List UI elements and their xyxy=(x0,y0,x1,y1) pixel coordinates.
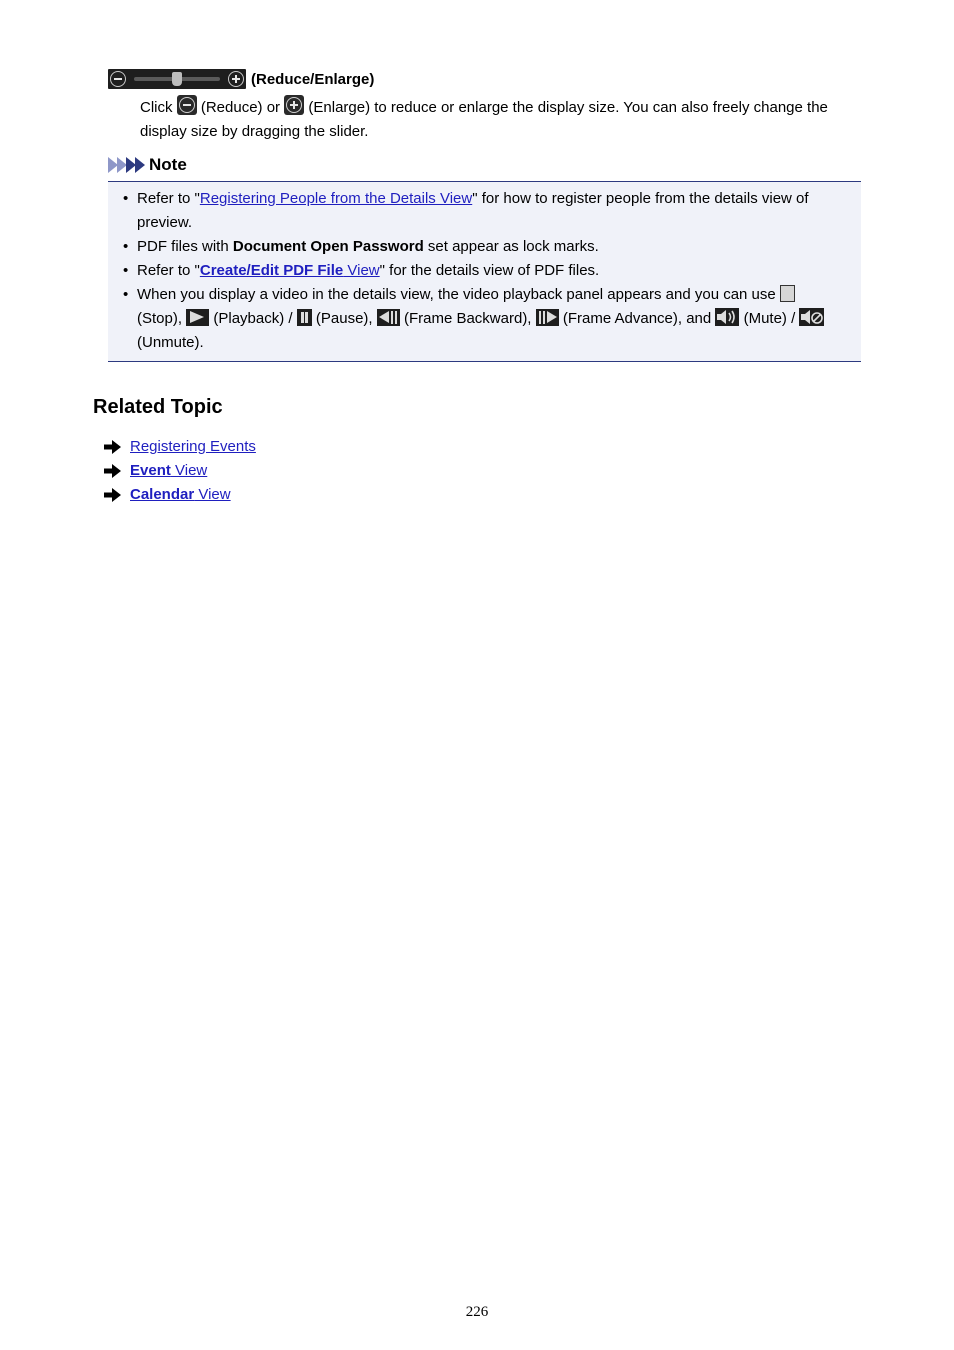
note-text: (Frame Backward), xyxy=(403,310,532,327)
registering-people-link[interactable]: Registering People from the Details View xyxy=(199,190,473,207)
note-text: " for the details view of PDF files. xyxy=(379,262,600,279)
reduce-circle-icon xyxy=(110,71,126,87)
note-item xyxy=(108,283,861,355)
note-list xyxy=(108,187,861,355)
note-item xyxy=(108,235,861,259)
stop-icon xyxy=(780,285,795,302)
link-bold-text: Create/Edit PDF File xyxy=(199,262,344,279)
note-item xyxy=(108,187,861,235)
event-view-link[interactable] xyxy=(130,459,207,483)
unmute-icon xyxy=(799,308,824,326)
document-open-password-text: Document Open Password xyxy=(232,238,424,255)
note-text: set appear as lock marks. xyxy=(423,238,599,255)
pause-icon xyxy=(297,309,312,326)
related-topic-list xyxy=(104,435,256,507)
link-text: View xyxy=(343,262,380,279)
note-heading xyxy=(108,155,187,175)
note-text: Refer to " xyxy=(137,190,200,207)
desc-text: (Reduce) or xyxy=(200,99,281,116)
arrow-right-icon xyxy=(104,488,121,502)
create-edit-pdf-link[interactable] xyxy=(200,262,380,279)
reduce-button-icon xyxy=(177,95,197,115)
page-number: 226 xyxy=(465,1304,489,1320)
note-text: (Unmute). xyxy=(137,334,204,351)
slider-thumb-icon xyxy=(172,72,182,86)
reduce-enlarge-heading xyxy=(108,68,374,90)
link-bold-text: Calendar xyxy=(130,486,195,503)
arrow-right-icon xyxy=(104,464,121,478)
frame-advance-icon xyxy=(536,309,559,326)
note-text: (Stop), xyxy=(137,310,183,327)
note-text: (Frame Advance), and xyxy=(562,310,712,327)
note-text: " for how to register people from the details view of preview. xyxy=(137,190,809,231)
related-item xyxy=(104,483,256,507)
note-text: (Playback) / xyxy=(213,310,293,327)
note-text: Refer to " xyxy=(137,262,200,279)
link-bold-text: Event xyxy=(130,462,171,479)
related-topic-heading: Related Topic xyxy=(93,396,223,418)
frame-backward-icon xyxy=(377,309,400,326)
link-text: Registering Events xyxy=(130,438,256,455)
note-text: (Pause), xyxy=(315,310,373,327)
playback-icon xyxy=(186,309,209,326)
note-text: When you display a video in the details view, the video playback panel appears and you can use xyxy=(137,286,776,303)
registering-events-link[interactable] xyxy=(130,435,256,459)
enlarge-button-icon xyxy=(284,95,304,115)
note-text: PDF files with xyxy=(137,238,233,255)
calendar-view-link[interactable] xyxy=(130,483,231,507)
reduce-enlarge-description xyxy=(140,95,860,144)
arrow-right-icon xyxy=(104,440,121,454)
note-arrows-icon xyxy=(108,157,144,173)
link-text: View xyxy=(170,462,208,479)
note-box xyxy=(108,181,861,362)
enlarge-circle-icon xyxy=(228,71,244,87)
note-item xyxy=(108,259,861,283)
related-item xyxy=(104,459,256,483)
mute-icon xyxy=(715,308,739,326)
zoom-slider-icon xyxy=(108,69,246,89)
desc-text: Click xyxy=(140,99,173,116)
note-text: (Mute) / xyxy=(743,310,796,327)
related-item xyxy=(104,435,256,459)
reduce-enlarge-title: (Reduce/Enlarge) xyxy=(251,70,375,88)
link-text: View xyxy=(194,486,231,503)
desc-text: (Enlarge) to reduce or enlarge the display size. You can also freely change the display size by dragging the slider. xyxy=(140,99,828,140)
note-title: Note xyxy=(149,155,187,174)
